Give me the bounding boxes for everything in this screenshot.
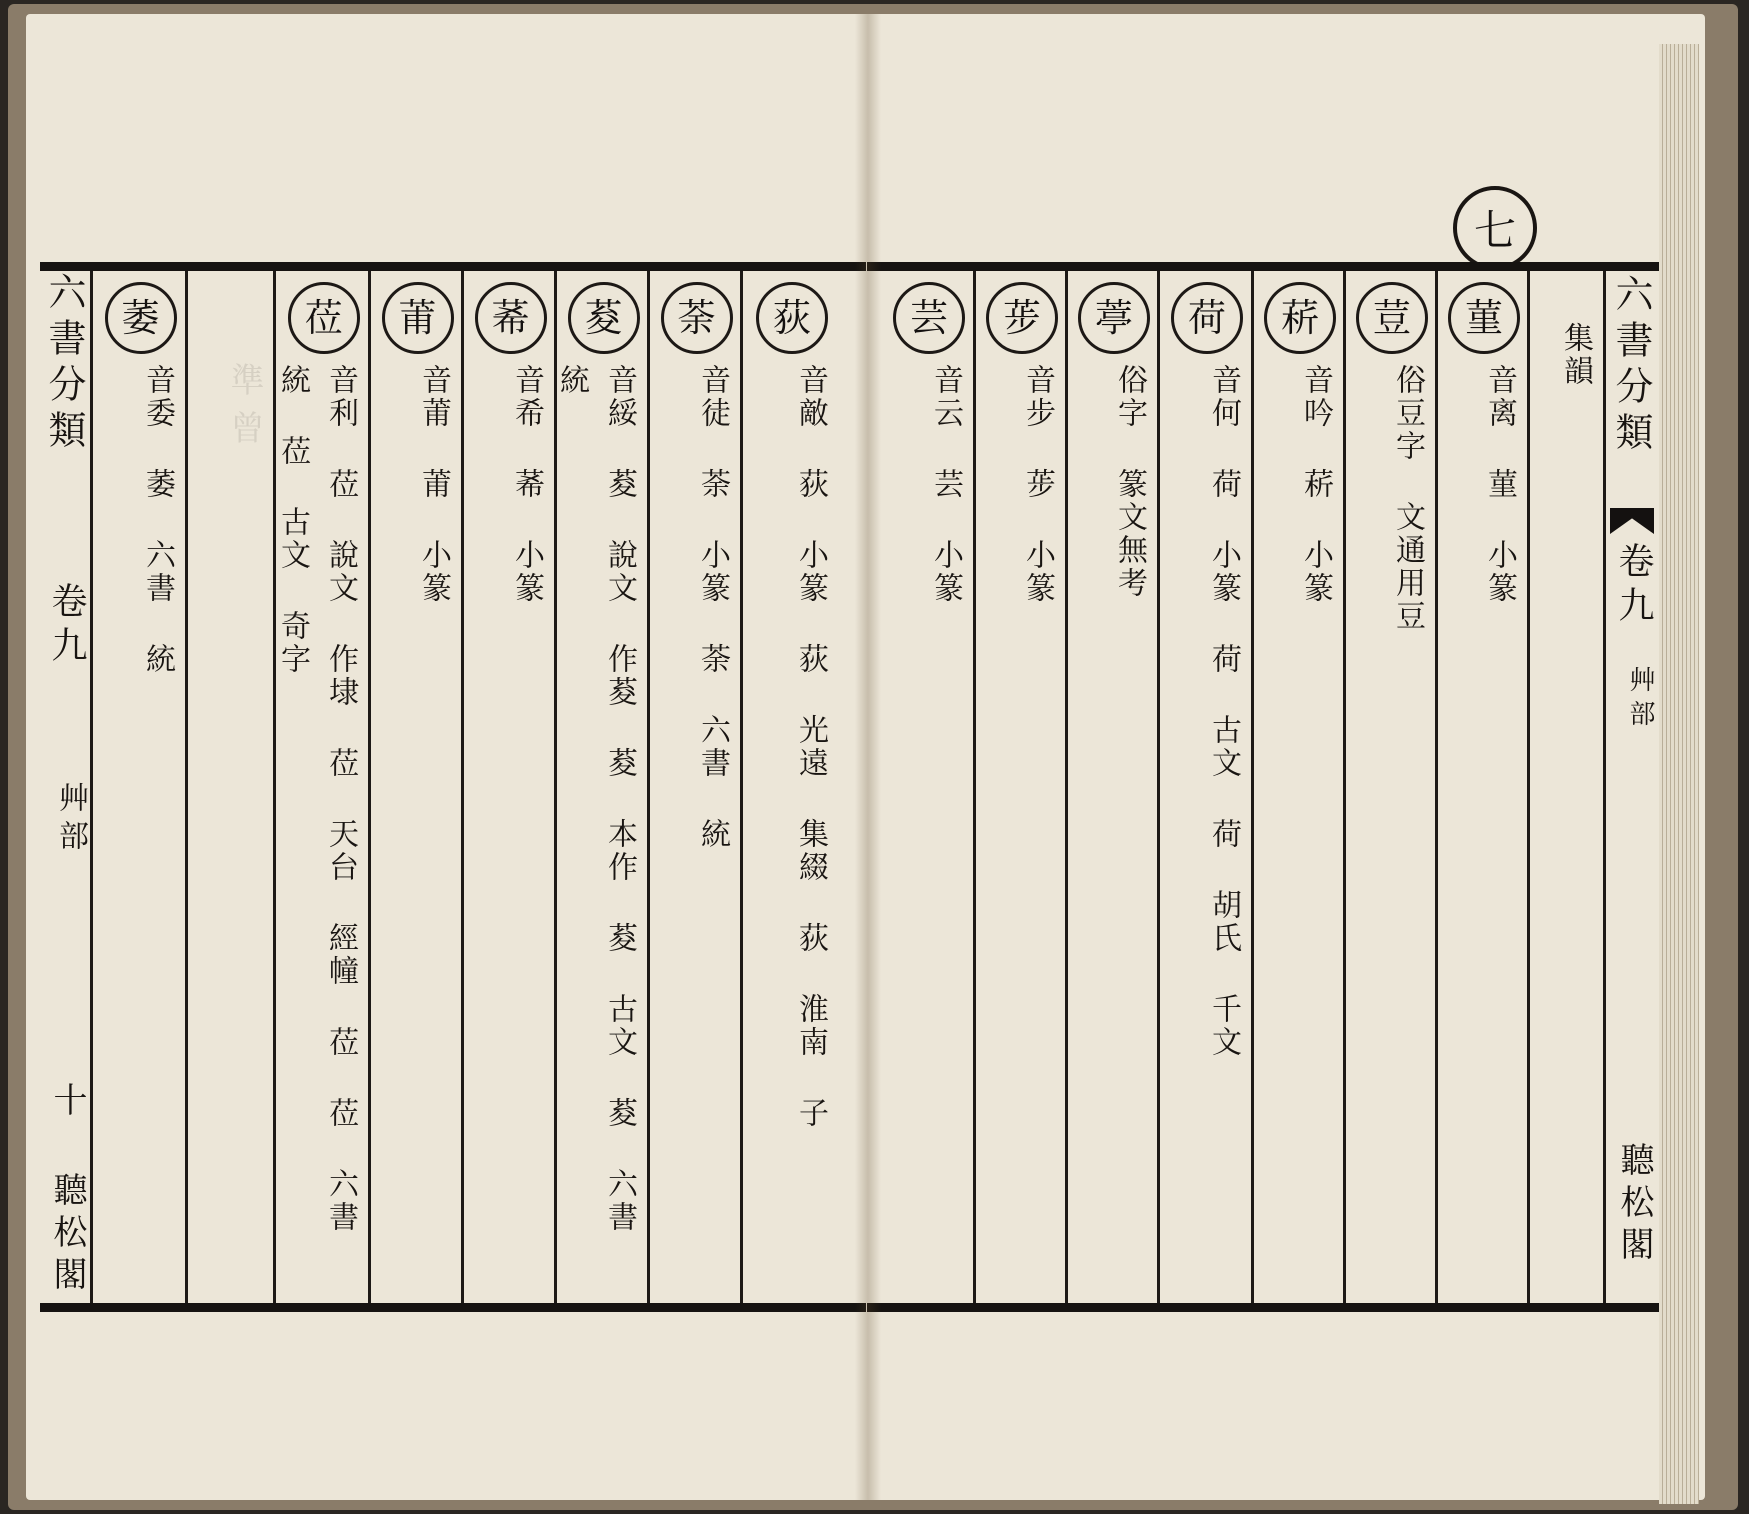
entry-body-text: 音吟 菥 小篆 [1298, 364, 1333, 605]
entry-head-char: 菫 [1448, 282, 1520, 354]
entry-body-text: 音綏 荾 說文 作荾 荾 本作 荾 古文 荾 六書 統 [554, 364, 637, 1234]
show-through-text: 準曾 [224, 362, 264, 458]
left-col-3 [556, 262, 649, 1312]
entry-body-text: 音希 莃 小篆 [509, 364, 544, 605]
entry-body-text: 音徒 荼 小篆 荼 六書 統 [695, 364, 730, 851]
right-col-4 [1253, 262, 1345, 1312]
margin-publisher: 聽松閣 [1614, 1142, 1654, 1268]
entry-head-char: 萎 [105, 282, 177, 354]
fishtail-mark [1610, 508, 1654, 534]
entry-head-char: 葶 [1078, 282, 1150, 354]
entry-body-text: 音委 萎 六書 統 [140, 364, 175, 676]
entry-head-char: 荹 [986, 282, 1058, 354]
left-col-6 [275, 262, 370, 1312]
right-col-5 [1159, 262, 1253, 1312]
left-margin-section: 艸部 [53, 782, 88, 858]
book-gutter [855, 14, 881, 1500]
entry-body-text: 音云 芸 小篆 [928, 364, 963, 605]
folio-number: 七 [1453, 186, 1537, 270]
left-col-5 [370, 262, 463, 1312]
left-margin-volume: 卷九 [46, 582, 87, 670]
right-col-7 [975, 262, 1067, 1312]
entry-head-char: 菥 [1264, 282, 1336, 354]
right-col-2 [1437, 262, 1529, 1312]
left-page [26, 14, 867, 1500]
left-page-frame [40, 262, 866, 1312]
entry-body-text: 音敵 荻 小篆 荻 光遠 集綴 荻 淮南 子 [793, 364, 828, 1130]
entry-head-char: 芸 [893, 282, 965, 354]
entry-head-char: 莅 [288, 282, 360, 354]
entry-body-text: 集韻 [1558, 322, 1593, 388]
margin-volume: 卷九 [1613, 542, 1654, 630]
entry-head-char: 荳 [1356, 282, 1428, 354]
entry-body-text: 音利 莅 說文 作埭 莅 天台 經幢 莅 莅 六書 統 莅 古文 奇字 [275, 364, 358, 1234]
entry-body-text [193, 364, 269, 1296]
page-stack-edge [1659, 44, 1699, 1504]
entry-body-text: 音莆 莆 小篆 [416, 364, 451, 605]
left-col-1 [742, 262, 840, 1312]
margin-section: 艸部 [1625, 666, 1655, 734]
right-col-8 [881, 262, 975, 1312]
left-col-7 [187, 262, 275, 1312]
entry-body-text: 音离 菫 小篆 [1482, 364, 1517, 605]
right-margin-strip [1605, 262, 1659, 1312]
left-margin-title: 六書分類 [42, 272, 86, 456]
left-margin-divider [40, 262, 92, 1312]
entry-body-text: 音何 荷 小篆 荷 古文 荷 胡氏 千文 [1206, 364, 1241, 1059]
entry-head-char: 荻 [756, 282, 828, 354]
entry-body-text: 音步 荹 小篆 [1020, 364, 1055, 605]
right-col-6 [1067, 262, 1159, 1312]
entry-head-char: 莃 [475, 282, 547, 354]
entry-body-text: 俗字 篆文無考 [1112, 364, 1147, 600]
right-page [867, 14, 1705, 1500]
right-col-1 [1529, 262, 1605, 1312]
left-col-8 [92, 262, 187, 1312]
right-col-3 [1345, 262, 1437, 1312]
entry-head-char: 荷 [1171, 282, 1243, 354]
left-col-2 [649, 262, 742, 1312]
entry-head-char: 莆 [382, 282, 454, 354]
margin-title: 六書分類 [1609, 274, 1653, 458]
right-page-frame [867, 262, 1659, 1312]
left-col-4 [463, 262, 556, 1312]
entry-head-char: 荼 [661, 282, 733, 354]
left-margin-footer: 十 聽松閣 [47, 1082, 87, 1298]
entry-body-text: 俗豆字 文通用豆 [1390, 364, 1425, 633]
entry-head-char: 荾 [568, 282, 640, 354]
